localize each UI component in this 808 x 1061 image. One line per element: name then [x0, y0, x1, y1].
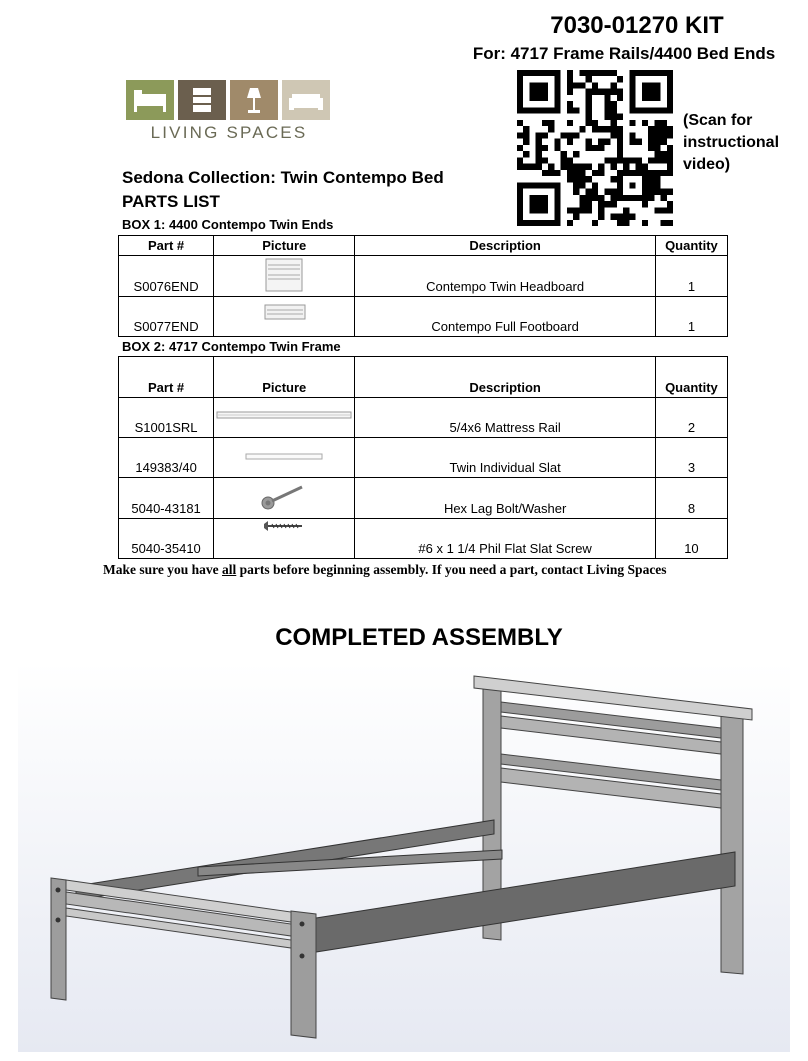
note-text: parts before beginning assembly. If you need a part, contact Living Spaces — [236, 562, 667, 577]
part-quantity: 1 — [655, 256, 727, 297]
table-row — [119, 398, 728, 438]
column-header-part: Part # — [119, 236, 214, 256]
parts-list-heading: PARTS LIST — [122, 192, 220, 211]
rail-icon — [215, 398, 353, 434]
part-quantity: 3 — [655, 438, 727, 478]
box1-parts-table — [118, 235, 728, 337]
bolt-icon — [254, 479, 314, 515]
column-header-picture: Picture — [214, 357, 355, 398]
logo-text: LIVING SPACES — [150, 123, 308, 142]
screw-icon — [254, 519, 314, 543]
note-emphasis: all — [222, 562, 237, 577]
part-description: Contempo Twin Headboard — [355, 256, 655, 297]
scan-note: (Scan for instructional video) — [683, 112, 780, 173]
part-picture — [214, 398, 355, 438]
part-picture — [214, 256, 355, 297]
table-row — [119, 478, 728, 519]
column-header-description: Description — [355, 357, 655, 398]
box2-label: BOX 2: 4717 Contempo Twin Frame — [122, 339, 341, 354]
part-description: 5/4x6 Mattress Rail — [355, 398, 655, 438]
lamp-icon — [230, 80, 278, 120]
part-description: #6 x 1 1/4 Phil Flat Slat Screw — [355, 519, 655, 559]
column-header-quantity: Quantity — [655, 357, 727, 398]
column-header-quantity: Quantity — [655, 236, 727, 256]
slat-icon — [234, 438, 334, 474]
part-number: S0076END — [119, 256, 214, 297]
table-row — [119, 438, 728, 478]
part-number: S0077END — [119, 297, 214, 337]
part-number: 5040-43181 — [119, 478, 214, 519]
part-picture — [214, 438, 355, 478]
column-header-part: Part # — [119, 357, 214, 398]
table-row — [119, 519, 728, 559]
dresser-icon — [178, 80, 226, 120]
bed-assembly-illustration — [18, 662, 790, 1052]
collection-title: Sedona Collection: Twin Contempo Bed — [122, 168, 444, 187]
part-description: Hex Lag Bolt/Washer — [355, 478, 655, 519]
part-quantity: 1 — [655, 297, 727, 337]
part-number: 149383/40 — [119, 438, 214, 478]
part-quantity: 2 — [655, 398, 727, 438]
part-number: 5040-35410 — [119, 519, 214, 559]
part-quantity: 10 — [655, 519, 727, 559]
table-row — [119, 297, 728, 337]
living-spaces-logo — [124, 80, 334, 144]
parts-check-note — [103, 562, 743, 578]
qr-code[interactable] — [517, 70, 673, 226]
part-description: Contempo Full Footboard — [355, 297, 655, 337]
column-header-description: Description — [355, 236, 655, 256]
part-picture — [214, 297, 355, 337]
note-text: Make sure you have — [103, 562, 223, 577]
part-picture — [214, 519, 355, 559]
part-number: S1001SRL — [119, 398, 214, 438]
headboard-icon — [254, 257, 314, 293]
bed-icon — [126, 80, 174, 120]
footboard-icon — [254, 297, 314, 333]
column-header-picture: Picture — [214, 236, 355, 256]
kit-number: 7030-01270 KIT — [550, 12, 724, 39]
part-picture — [214, 478, 355, 519]
part-quantity: 8 — [655, 478, 727, 519]
box2-parts-table — [118, 356, 728, 559]
part-description: Twin Individual Slat — [355, 438, 655, 478]
box1-label: BOX 1: 4400 Contempo Twin Ends — [122, 217, 334, 232]
table-row — [119, 256, 728, 297]
sofa-icon — [282, 80, 330, 120]
completed-assembly-title: COMPLETED ASSEMBLY — [275, 624, 563, 651]
kit-for-line: For: 4717 Frame Rails/4400 Bed Ends — [472, 44, 776, 63]
